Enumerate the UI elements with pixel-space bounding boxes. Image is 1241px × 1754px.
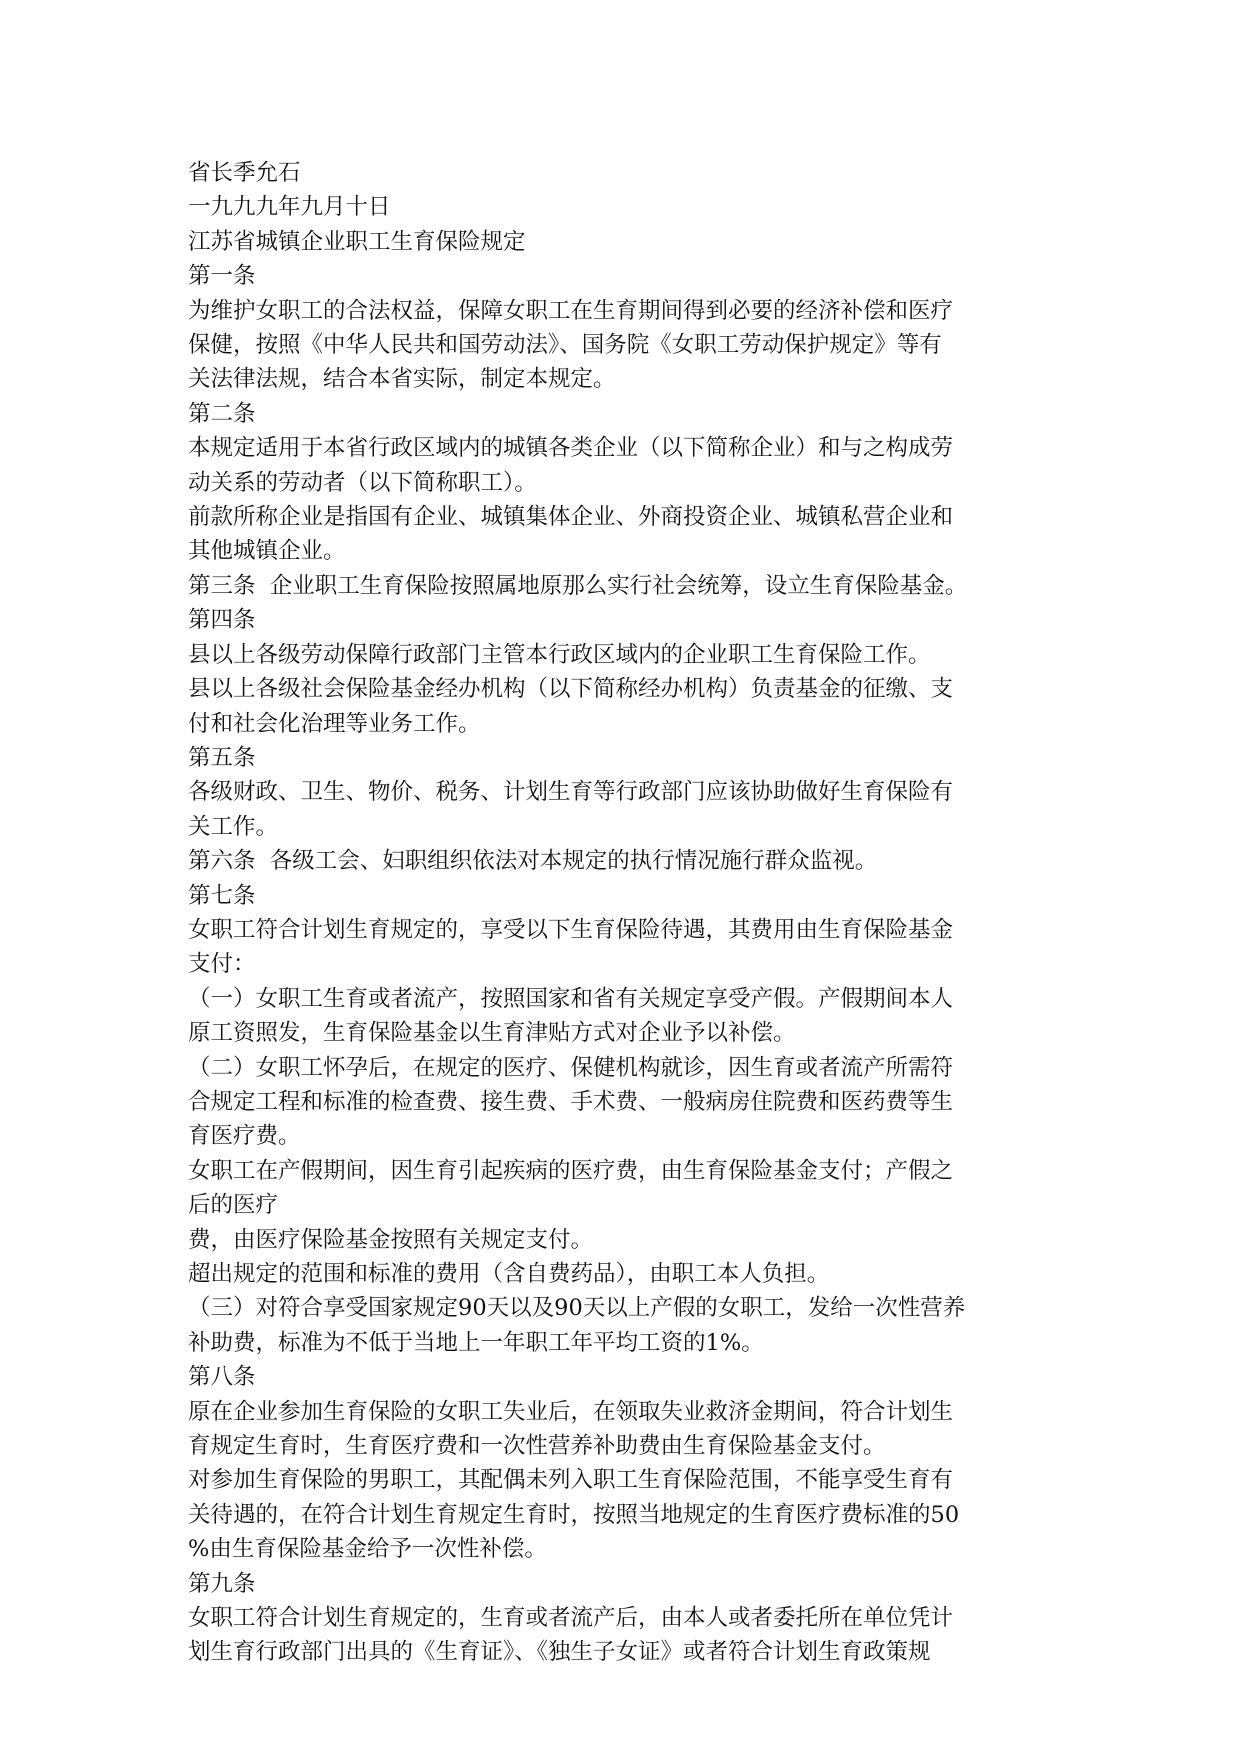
paragraph-line: 育规定生育时，生育医疗费和一次性营养补助费由生育保险基金支付。 [188, 1433, 886, 1460]
article-heading: 第四条 [188, 607, 256, 634]
paragraph-line: 为维护女职工的合法权益，保障女职工在生育期间得到必要的经济补偿和医疗 [188, 297, 954, 324]
paragraph-line: 费，由医疗保险基金按照有关规定支付。 [188, 1226, 594, 1253]
article-heading: 第七条 [188, 882, 256, 909]
article-heading: 第一条 [188, 263, 256, 290]
paragraph-line: 女职工符合计划生育规定的，生育或者流产后，由本人或者委托所在单位凭计 [188, 1605, 954, 1632]
paragraph-line: 对参加生育保险的男职工，其配偶未列入职工生育保险范围，不能享受生育有 [188, 1467, 954, 1494]
paragraph-line: 合规定工程和标准的检查费、接生费、手术费、一般病房住院费和医药费等生 [188, 1088, 954, 1115]
article-heading: 第八条 [188, 1364, 256, 1391]
paragraph-line: 女职工在产假期间，因生育引起疾病的医疗费，由生育保险基金支付；产假之 [188, 1157, 954, 1184]
paragraph-line: 前款所称企业是指国有企业、城镇集体企业、外商投资企业、城镇私营企业和 [188, 504, 954, 531]
paragraph-line: 支付： [188, 951, 256, 978]
paragraph-line: 县以上各级劳动保障行政部门主管本行政区域内的企业职工生育保险工作。 [188, 641, 931, 668]
paragraph-line: 本规定适用于本省行政区域内的城镇各类企业（以下简称企业）和与之构成劳 [188, 435, 954, 462]
document-title: 江苏省城镇企业职工生育保险规定 [188, 228, 526, 255]
paragraph-line: %由生育保险基金给予一次性补偿。 [188, 1536, 547, 1563]
paragraph-line: 后的医疗 [188, 1192, 279, 1219]
signature-title: 省长季允石 [188, 160, 301, 186]
article-line: 第三条 企业职工生育保险按照属地原那么实行社会统筹，设立生育保险基金。 [188, 572, 968, 599]
paragraph-line: 其他城镇企业。 [188, 538, 346, 565]
document-body [188, 156, 1048, 1670]
paragraph-line: （一）女职工生育或者流产，按照国家和省有关规定享受产假。产假期间本人 [188, 985, 954, 1012]
paragraph-line: 女职工符合计划生育规定的，享受以下生育保险待遇，其费用由生育保险基金 [188, 916, 954, 943]
paragraph-line: 关工作。 [188, 813, 279, 840]
paragraph-line: 补助费，标准为不低于当地上一年职工年平均工资的1%。 [188, 1329, 764, 1356]
paragraph-line: 关法律法规，结合本省实际，制定本规定。 [188, 366, 616, 393]
paragraph-line: 关待遇的，在符合计划生育规定生育时，按照当地规定的生育医疗费标准的50 [188, 1501, 960, 1528]
article-line: 第六条 各级工会、妇职组织依法对本规定的执行情况施行群众监视。 [188, 848, 878, 875]
paragraph-line: 育医疗费。 [188, 1123, 301, 1150]
paragraph-line: （二）女职工怀孕后，在规定的医疗、保健机构就诊，因生育或者流产所需符 [188, 1054, 954, 1081]
paragraph-line: 各级财政、卫生、物价、税务、计划生育等行政部门应该协助做好生育保险有 [188, 779, 954, 806]
article-heading: 第二条 [188, 400, 256, 427]
paragraph-line: （三）对符合享受国家规定90天以及90天以上产假的女职工，发给一次性营养 [188, 1295, 966, 1322]
paragraph-line: 原在企业参加生育保险的女职工失业后，在领取失业救济金期间，符合计划生 [188, 1398, 954, 1425]
article-heading: 第五条 [188, 744, 256, 771]
article-heading: 第九条 [188, 1570, 256, 1597]
paragraph-line: 付和社会化治理等业务工作。 [188, 710, 481, 737]
paragraph-line: 划生育行政部门出具的《生育证》、《独生子女证》或者符合计划生育政策规 [188, 1639, 931, 1666]
paragraph-line: 动关系的劳动者（以下简称职工）。 [188, 469, 537, 496]
signature-date: 一九九九年九月十日 [188, 194, 391, 221]
paragraph-line: 超出规定的范围和标准的费用（含自费药品），由职工本人负担。 [188, 1261, 830, 1287]
paragraph-line: 县以上各级社会保险基金经办机构（以下简称经办机构）负责基金的征缴、支 [188, 676, 954, 703]
paragraph-line: 原工资照发，生育保险基金以生育津贴方式对企业予以补偿。 [188, 1020, 796, 1047]
paragraph-line: 保健，按照《中华人民共和国劳动法》、国务院《女职工劳动保护规定》等有 [188, 332, 942, 359]
